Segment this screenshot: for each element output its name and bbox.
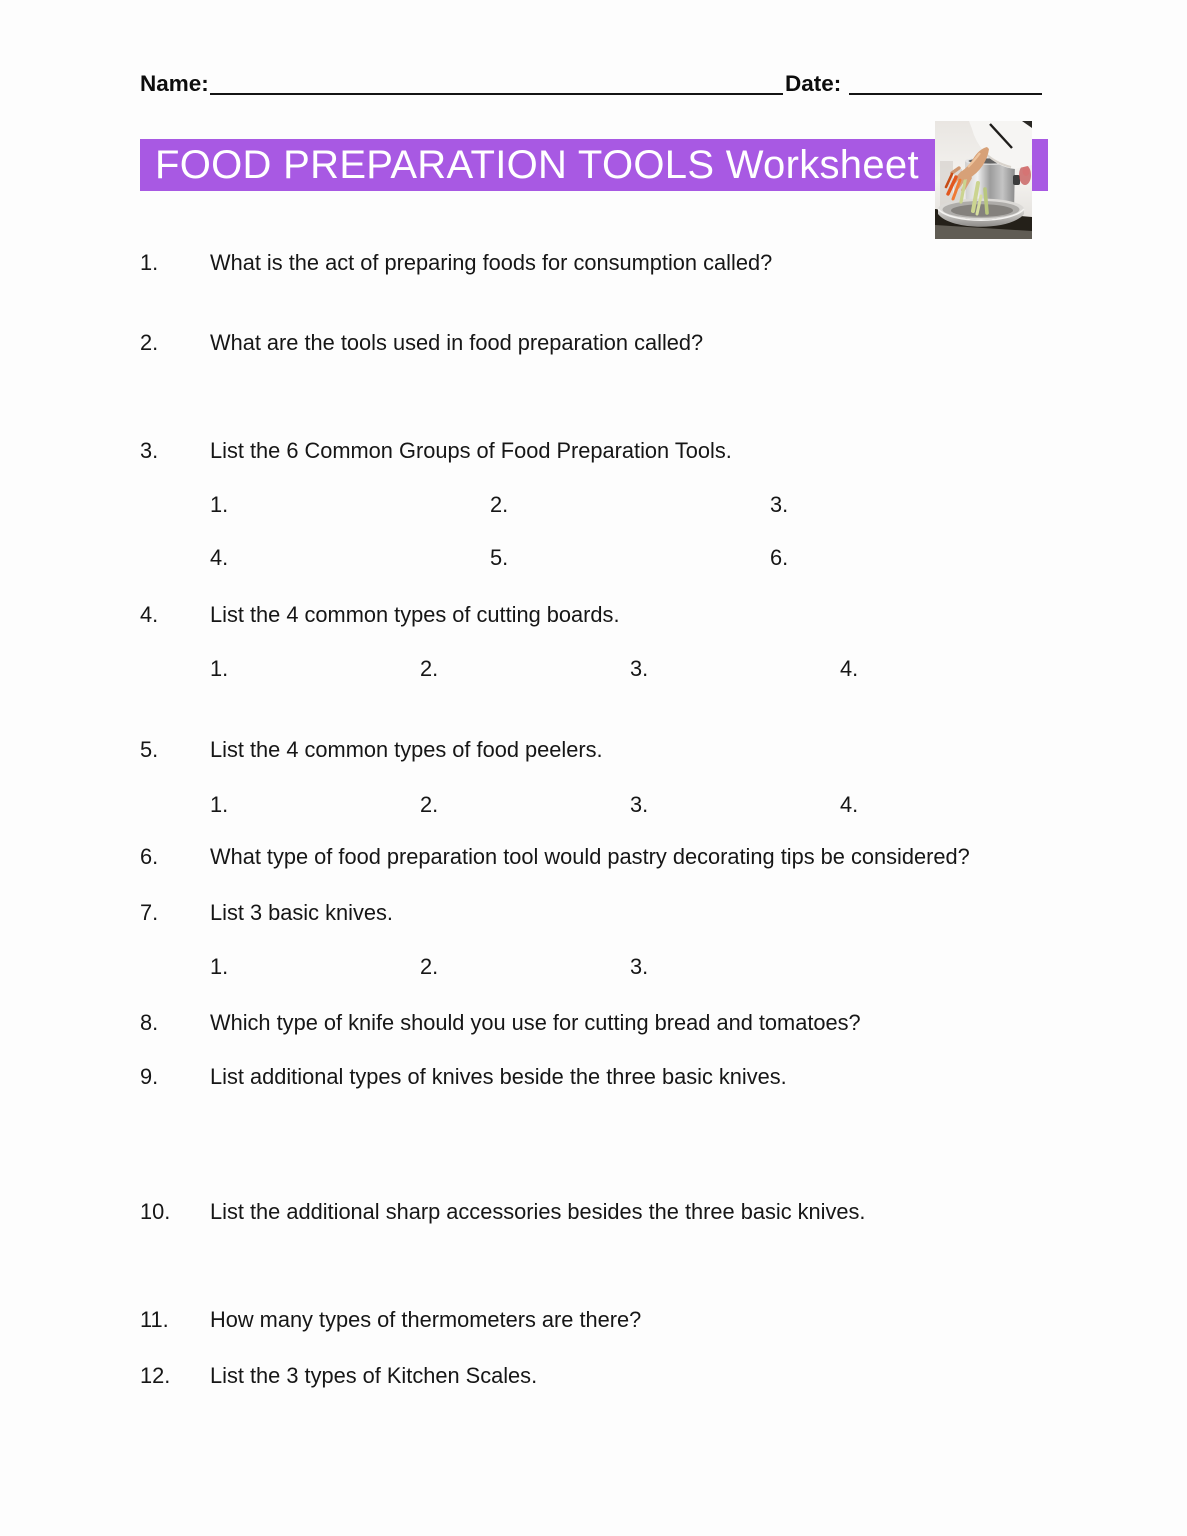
question-number: 11. [140,1307,169,1332]
question-text: List the additional sharp accessories besides the three basic knives. [210,1199,866,1224]
worksheet-title: FOOD PREPARATION TOOLS Worksheet [155,142,919,187]
sub-answer-number: 4. [840,792,859,817]
sub-answer-number: 4. [210,545,229,570]
question-text: What is the act of preparing foods for consumption called? [210,250,773,275]
sub-answer-number: 6. [770,545,789,570]
date-label: Date: [785,71,842,96]
question-text: List the 6 Common Groups of Food Preparation Tools. [210,438,732,463]
question-number: 5. [140,737,159,762]
sub-answer-number: 3. [630,792,649,817]
question-text: List the 3 types of Kitchen Scales. [210,1363,538,1388]
chef-cooking-photo [935,121,1032,239]
question-number: 6. [140,844,159,869]
sub-answer-number: 2. [420,656,439,681]
question-text: List the 4 common types of food peelers. [210,737,603,762]
question-number: 12. [140,1363,171,1388]
question-text: How many types of thermometers are there? [210,1307,642,1332]
question-text: List the 4 common types of cutting boards. [210,602,620,627]
sub-answer-number: 1. [210,954,229,979]
question-number: 8. [140,1010,159,1035]
question-text: Which type of knife should you use for cutting bread and tomatoes? [210,1010,861,1035]
sub-answer-number: 4. [840,656,859,681]
sub-answer-number: 1. [210,656,229,681]
sub-answer-number: 3. [770,492,789,517]
question-number: 3. [140,438,159,463]
sub-answer-number: 2. [420,792,439,817]
sub-answer-number: 1. [210,792,229,817]
question-text: What are the tools used in food preparation called? [210,330,704,355]
sub-answer-number: 2. [420,954,439,979]
sub-answer-number: 3. [630,656,649,681]
sub-answer-number: 5. [490,545,509,570]
sub-answer-number: 3. [630,954,649,979]
question-text: List 3 basic knives. [210,900,393,925]
question-number: 9. [140,1064,159,1089]
name-label: Name: [140,71,209,96]
question-number: 10. [140,1199,171,1224]
question-number: 2. [140,330,159,355]
question-number: 1. [140,250,159,275]
question-text: List additional types of knives beside the three basic knives. [210,1064,787,1089]
question-number: 4. [140,602,159,627]
sub-answer-number: 2. [490,492,509,517]
question-number: 7. [140,900,159,925]
question-text: What type of food preparation tool would pastry decorating tips be considered? [210,844,970,869]
sub-answer-number: 1. [210,492,229,517]
